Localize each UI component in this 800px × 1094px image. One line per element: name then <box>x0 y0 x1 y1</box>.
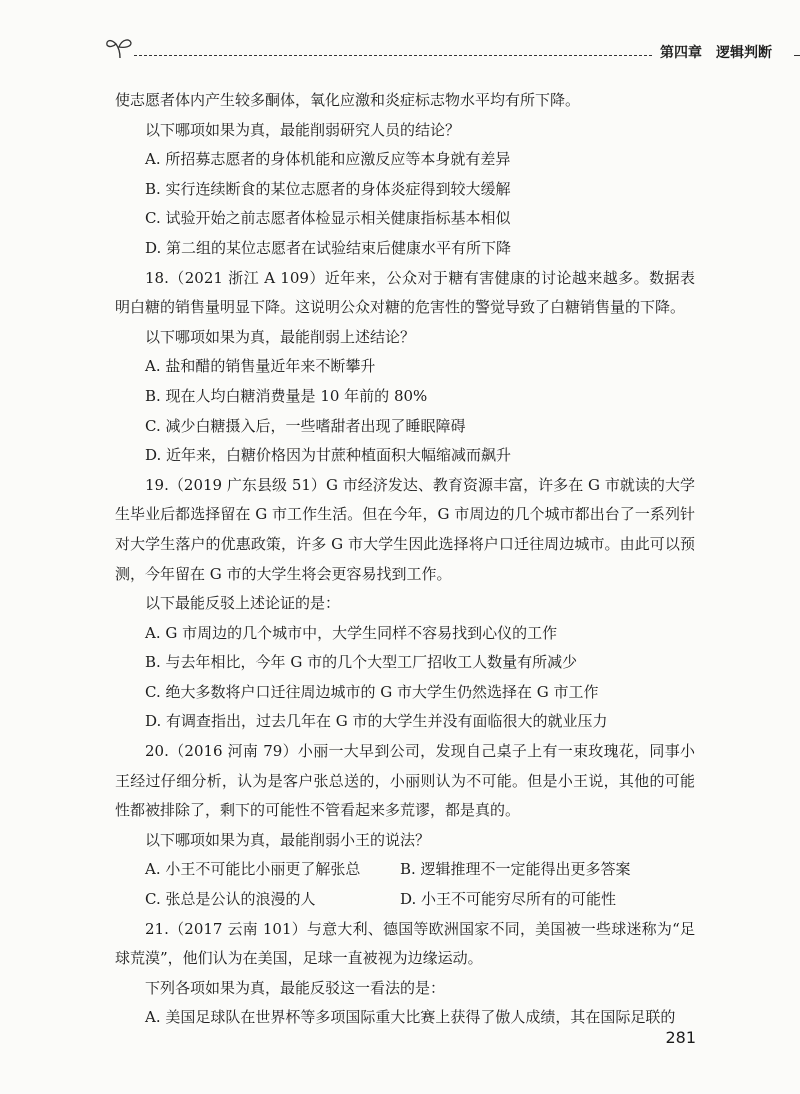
q21-option-a: A. 美国足球队在世界杯等多项国际重大比赛上获得了傲人成绩，其在国际足联的 <box>145 1008 676 1027</box>
q18-option-c: C. 减少白糖摄入后，一些嗜甜者出现了睡眠障碍 <box>145 416 466 435</box>
q19-option-b: B. 与去年相比，今年 G 市的几个大型工厂招收工人数量有所减少 <box>145 653 578 672</box>
q20-option-a: A. 小王不可能比小丽更了解张总 <box>145 860 361 879</box>
page-header <box>104 34 772 64</box>
q17-option-b: B. 实行连续断食的某位志愿者的身体炎症得到较大缓解 <box>145 179 511 198</box>
sprout-icon <box>104 34 138 60</box>
q17-option-a: A. 所招募志愿者的身体机能和应激反应等本身就有差异 <box>145 150 511 169</box>
q18-option-a: A. 盐和醋的销售量近年来不断攀升 <box>145 357 376 376</box>
chapter-title: 逻辑判断 <box>716 45 772 61</box>
q19-option-a: A. G 市周边的几个城市中，大学生同样不容易找到心仪的工作 <box>145 623 558 642</box>
q18-prompt: 以下哪项如果为真，最能削弱上述结论？ <box>145 327 416 346</box>
q20-options-row-1 <box>115 855 695 885</box>
q18-stem: 18.（2021 浙江 A 109）近年来，公众对于糖有害健康的讨论越来越多。数据表明白糖的销售量明显下降。这说明公众对糖的危害性的警觉导致了白糖销售量的下降。 <box>115 268 695 317</box>
page-content <box>115 86 695 1033</box>
q20-option-b: B. 逻辑推理不一定能得出更多答案 <box>400 860 631 879</box>
q18-option-b: B. 现在人均白糖消费量是 10 年前的 80% <box>145 386 428 405</box>
q19-prompt: 以下最能反驳上述论证的是： <box>145 594 341 613</box>
q21-stem: 21.（2017 云南 101）与意大利、德国等欧洲国家不同，美国被一些球迷称为“足球荒漠”，他们认为在美国，足球一直被视为边缘运动。 <box>115 919 695 968</box>
q17-prompt: 以下哪项如果为真，最能削弱研究人员的结论？ <box>145 120 461 139</box>
q20-option-c: C. 张总是公认的浪漫的人 <box>145 890 316 909</box>
q17-option-d: D. 第二组的某位志愿者在试验结束后健康水平有所下降 <box>145 238 512 257</box>
header-rule-tail <box>794 55 800 56</box>
q19-stem: 19.（2019 广东县级 51）G 市经济发达、教育资源丰富，许多在 G 市就读的大学生毕业后都选择留在 G 市工作生活。但在今年，G 市周边的几个城市都出台了一系列针对大学生落户的优惠政策，许多 G 市大学生因此选择将户口迁往周边城市。由此可以预测，今年留在 G 市的大学生将会更容易找到工作。 <box>115 475 695 583</box>
q20-prompt: 以下哪项如果为真，最能削弱小王的说法？ <box>145 830 431 849</box>
chapter-number: 第四章 <box>660 45 702 61</box>
header-rule <box>134 55 652 56</box>
q18-option-d: D. 近年来，白糖价格因为甘蔗种植面积大幅缩减而飙升 <box>145 446 512 465</box>
q17-option-c: C. 试验开始之前志愿者体检显示相关健康指标基本相似 <box>145 209 511 228</box>
continuation-text: 使志愿者体内产生较多酮体，氧化应激和炎症标志物水平均有所下降。 <box>115 91 581 109</box>
q19-option-c: C. 绝大多数将户口迁往周边城市的 G 市大学生仍然选择在 G 市工作 <box>145 682 599 701</box>
q21-prompt: 下列各项如果为真，最能反驳这一看法的是： <box>145 978 446 997</box>
q20-options-row-2 <box>115 885 695 915</box>
page-number: 281 <box>665 1028 696 1047</box>
chapter-heading <box>660 42 786 62</box>
q20-stem: 20.（2016 河南 79）小丽一大早到公司，发现自己桌子上有一束玫瑰花，同事小王经过仔细分析，认为是客户张总送的，小丽则认为不可能。但是小王说，其他的可能性都被排除了，剩下的可能性不管看起来多荒谬，都是真的。 <box>115 742 695 820</box>
q20-option-d: D. 小王不可能穷尽所有的可能性 <box>400 890 617 909</box>
q19-option-d: D. 有调查指出，过去几年在 G 市的大学生并没有面临很大的就业压力 <box>145 712 608 731</box>
